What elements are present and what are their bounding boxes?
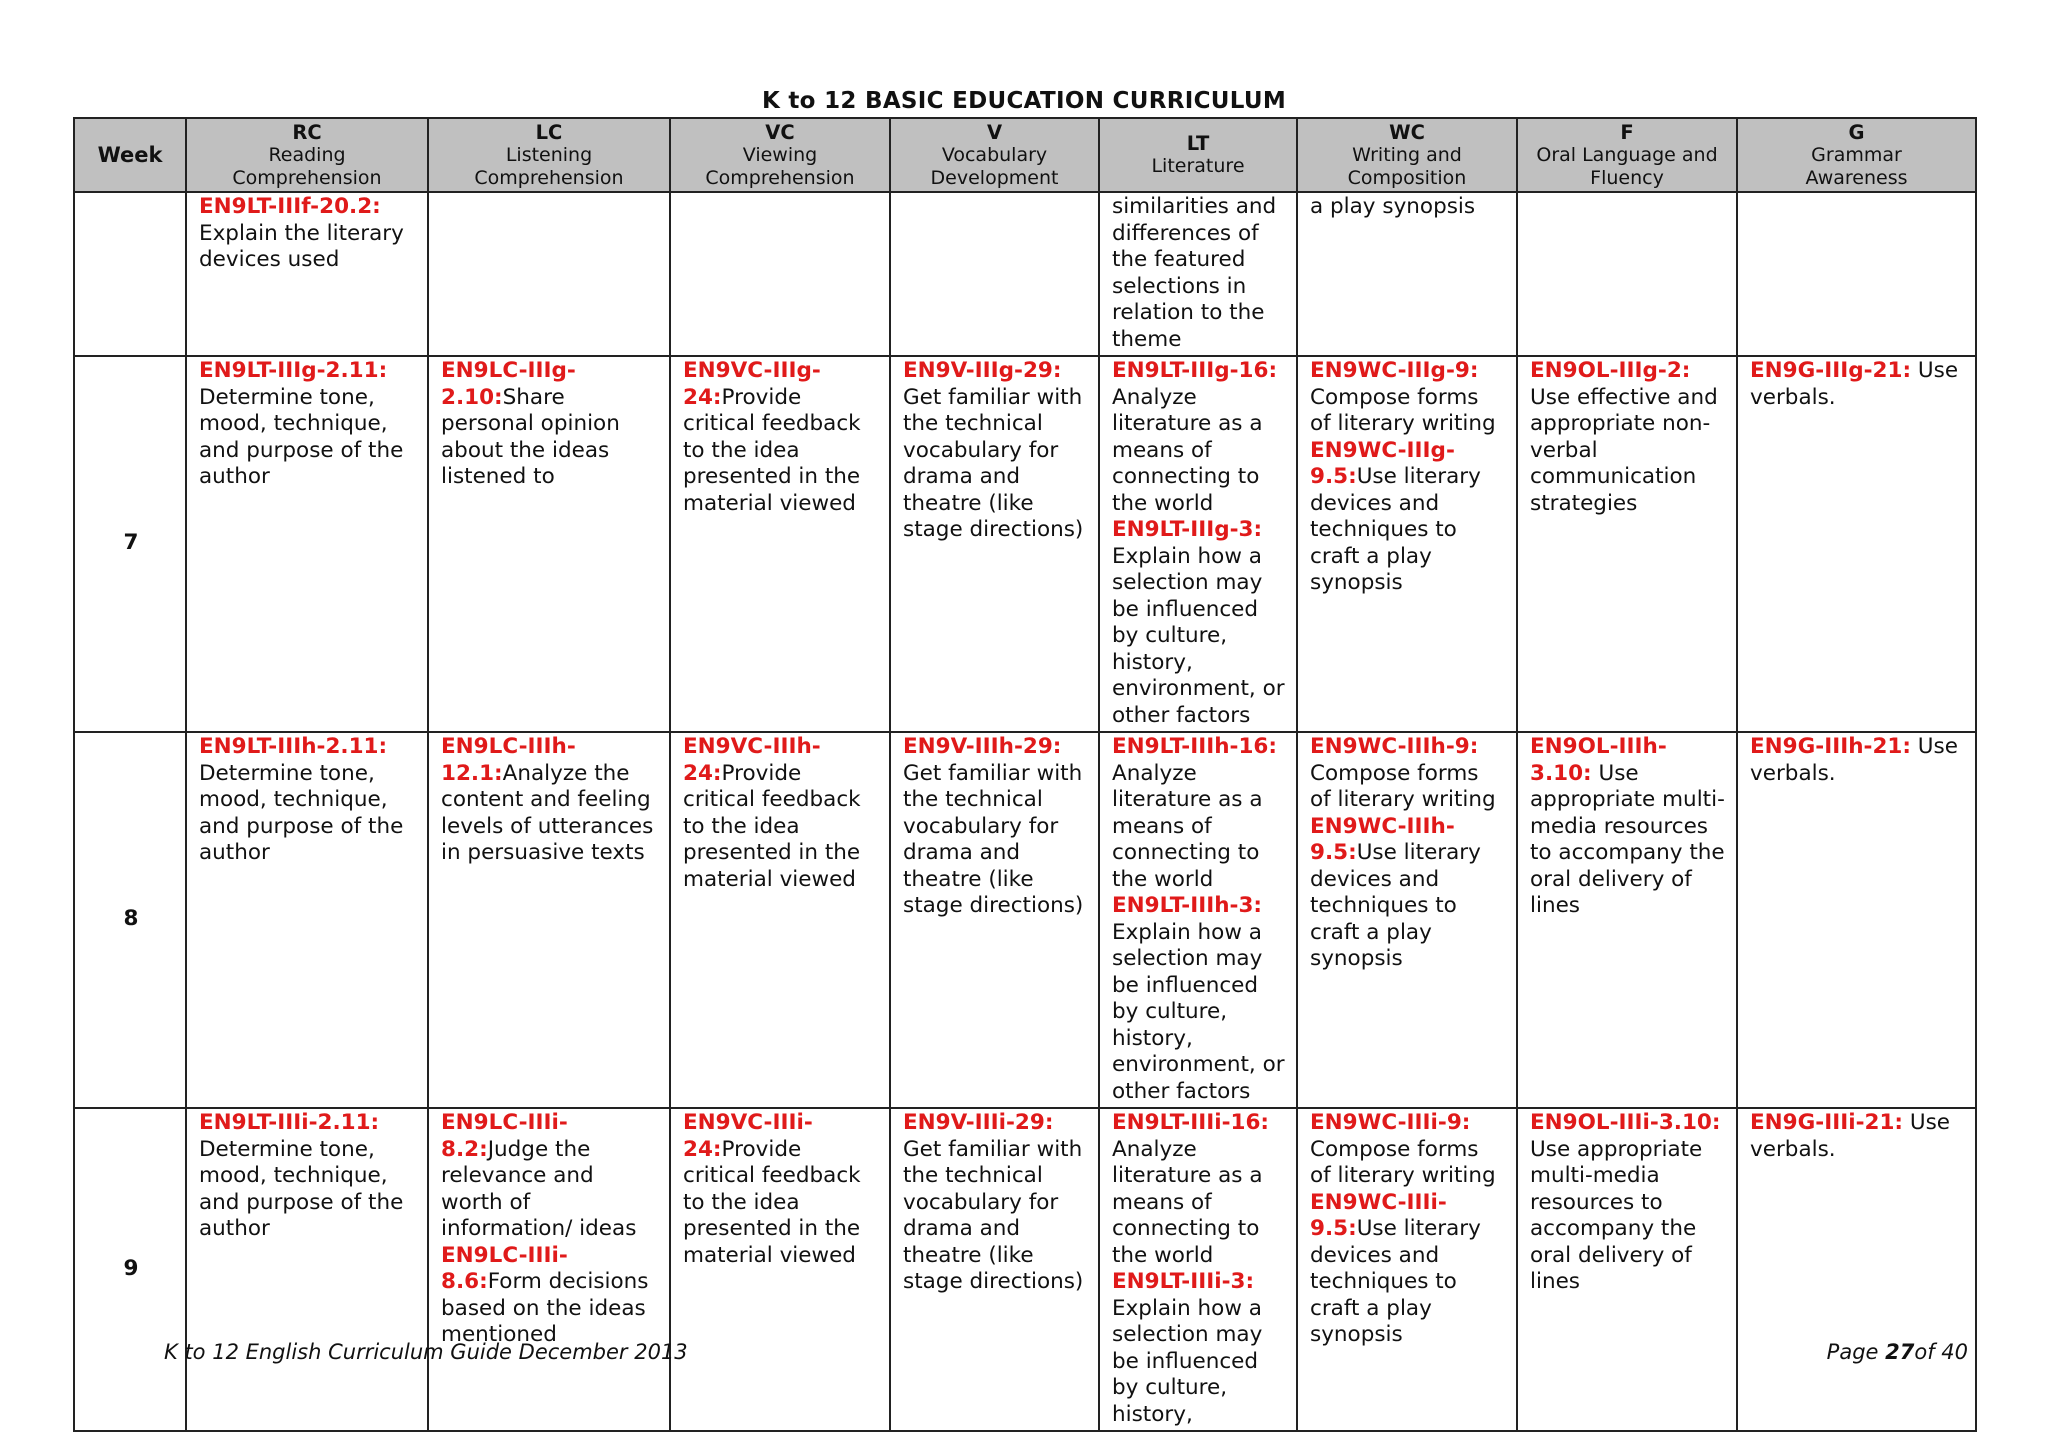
competency-entry [1310,734,1506,761]
competency-entry [1530,734,1726,920]
competency-entry [1112,1269,1286,1296]
competency-entry [1112,1110,1286,1137]
competency-text: Judge the relevance and worth of information/ ideas [441,1136,637,1241]
competency-cell [670,732,890,1108]
competency-text: similarities and differences of the featured selections in relation to the theme [1112,194,1277,352]
header-name: Fluency [1590,166,1664,189]
competency-text: Explain the literary devices used [199,220,404,272]
competency-entry [1530,1137,1726,1296]
competency-text: Explain how a selection may be influenced by culture, history, environment, or other factors [1112,543,1285,728]
competency-text: Share personal opinion about the ideas listened to [441,384,620,489]
footer-page-label: Page [1826,1340,1886,1364]
competency-entry [1112,385,1286,518]
competency-text: Use literary devices and techniques to craft a play synopsis [1310,464,1481,595]
header-vc [670,118,890,192]
competency-code: EN9LT-IIIg-2.11: [199,358,388,383]
competency-entry [1112,1137,1286,1270]
competency-code: EN9WC-IIIi-9.5: [1310,1189,1447,1241]
competency-text: Get familiar with the technical vocabulary for drama and theatre (like stage directions) [903,384,1084,542]
header-rc [186,118,428,192]
header-name: Oral Language and [1536,143,1718,166]
competency-text: Explain how a selection may be influenced by culture, history, [1112,1295,1263,1427]
competency-code: EN9V-IIIh-29: [903,734,1062,759]
competency-text: Determine tone, mood, technique, and purpose of the author [199,760,404,865]
competency-entry [199,385,417,491]
competency-entry [1112,893,1286,920]
competency-text: Provide critical feedback to the idea presented in the material viewed [683,1136,861,1268]
competency-code: EN9LT-IIIi-2.11: [199,1110,380,1135]
competency-cell [1737,356,1976,732]
competency-entry [903,385,1088,544]
competency-entry [683,358,879,517]
header-name: Vocabulary [941,143,1048,166]
competency-entry [441,734,659,867]
competency-entry [1112,517,1286,544]
competency-code: EN9G-IIIi-21: [1750,1110,1904,1135]
week-number [74,192,186,356]
competency-text: Analyze literature as a means of connecting to the world [1112,1136,1263,1268]
competency-entry [199,1110,417,1137]
competency-code: EN9WC-IIIh-9.5: [1310,813,1455,865]
competency-cell [186,1108,428,1431]
competency-text: a play synopsis [1310,194,1476,219]
competency-cell [1517,732,1737,1108]
competency-code: EN9LT-IIIg-16: [1112,358,1278,383]
competency-text: Determine tone, mood, technique, and purpose of the author [199,384,404,489]
header-name: Listening [505,143,593,166]
competency-cell [186,732,428,1108]
table-row [74,1108,1976,1431]
table-row [74,356,1976,732]
table-row [74,732,1976,1108]
header-abbr: LT [1186,132,1210,155]
competency-cell [1099,732,1297,1108]
competency-entry [683,1110,879,1269]
competency-text: Compose forms of literary writing [1310,1136,1496,1188]
competency-entry [1310,358,1506,385]
competency-entry [441,358,659,491]
competency-cell [1737,1108,1976,1431]
competency-code: EN9OL-IIIi-3.10: [1530,1110,1721,1135]
footer-page-total: of 40 [1914,1340,1968,1364]
competency-entry [1750,734,1965,787]
header-name: Comprehension [474,166,624,189]
footer-page-number [1827,1340,1968,1364]
competency-code: EN9LC-IIIh-12.1: [441,734,576,786]
competency-text: Use verbals. [1750,358,1959,410]
competency-cell [1737,192,1976,356]
competency-cell [890,192,1099,356]
competency-entry [1750,1110,1965,1163]
competency-entry [1310,761,1506,814]
competency-entry [199,761,417,867]
competency-entry [1112,194,1286,353]
competency-entry [1310,814,1506,973]
competency-entry [199,221,417,274]
competency-entry [1112,358,1286,385]
competency-cell [1099,1108,1297,1431]
competency-text: Use literary devices and techniques to craft a play synopsis [1310,1216,1481,1347]
competency-cell [1517,1108,1737,1431]
competency-entry [199,194,417,221]
competency-entry [1112,544,1286,730]
competency-entry [1310,438,1506,597]
header-abbr: WC [1389,120,1425,144]
competency-entry [1310,194,1506,221]
competency-entry [903,734,1088,761]
competency-cell [186,192,428,356]
competency-cell [670,356,890,732]
competency-text: Analyze literature as a means of connecting to the world [1112,760,1263,892]
competency-text: Get familiar with the technical vocabulary for drama and theatre (like stage directions) [903,1136,1084,1294]
competency-entry [903,761,1088,920]
competency-entry [441,1243,659,1349]
competency-cell [1737,732,1976,1108]
week-number: 9 [74,1108,186,1431]
competency-code: EN9V-IIIi-29: [903,1110,1054,1135]
competency-entry [441,1110,659,1243]
footer-guide-title: K to 12 English Curriculum Guide December 2013 [164,1340,688,1364]
competency-text: Form decisions based on the ideas mentioned [441,1269,649,1347]
header-lt [1099,118,1297,192]
competency-code: EN9WC-IIIi-9: [1310,1110,1471,1135]
competency-text: Get familiar with the technical vocabulary for drama and theatre (like stage directions) [903,760,1084,918]
competency-code: EN9LC-IIIi-8.6: [441,1242,568,1294]
competency-code: EN9OL-IIIg-2: [1530,358,1691,383]
header-abbr: G [1848,120,1865,144]
competency-cell [1517,356,1737,732]
competency-text: Compose forms of literary writing [1310,760,1496,812]
competency-code: EN9LC-IIIi-8.2: [441,1110,568,1162]
competency-cell [186,356,428,732]
week-number: 7 [74,356,186,732]
competency-cell [428,732,670,1108]
header-abbr: RC [292,120,322,144]
competency-code: EN9OL-IIIh-3.10: [1530,734,1667,786]
competency-code: EN9WC-IIIg-9.5: [1310,437,1455,489]
competency-cell [1297,356,1517,732]
table-header-row [74,118,1976,192]
competency-text: Use verbals. [1750,734,1958,786]
competency-cell [1297,192,1517,356]
header-v [890,118,1099,192]
competency-entry [199,1137,417,1243]
competency-cell [1517,192,1737,356]
competency-text: Determine tone, mood, technique, and purpose of the author [199,1136,404,1241]
competency-code: EN9LT-IIIi-3: [1112,1269,1255,1294]
competency-text: Use literary devices and techniques to craft a play synopsis [1310,840,1481,971]
competency-text: Compose forms of literary writing [1310,384,1496,436]
competency-code: EN9G-IIIh-21: [1750,734,1911,759]
header-wc [1297,118,1517,192]
header-f [1517,118,1737,192]
competency-entry [1310,1137,1506,1190]
competency-cell [1297,732,1517,1108]
competency-code: EN9LT-IIIh-16: [1112,734,1277,759]
competency-code: EN9VC-IIIi-24: [683,1110,813,1162]
competency-entry [1530,358,1726,385]
page-title: K to 12 BASIC EDUCATION CURRICULUM [761,88,1287,114]
competency-cell [1297,1108,1517,1431]
competency-cell [890,356,1099,732]
competency-cell [428,192,670,356]
table-row [74,192,1976,356]
header-name: Reading [268,143,346,166]
competency-entry [903,1110,1088,1137]
competency-cell [428,356,670,732]
competency-cell [670,1108,890,1431]
competency-entry [1750,358,1965,411]
competency-code: EN9LT-IIIi-16: [1112,1110,1270,1135]
header-g [1737,118,1976,192]
competency-entry [1310,385,1506,438]
competency-entry [199,358,417,385]
header-name: Comprehension [232,166,382,189]
competency-cell [1099,192,1297,356]
header-lc [428,118,670,192]
competency-text: Analyze the content and feeling levels of utterances in persuasive texts [441,760,654,865]
header-name: Composition [1347,166,1467,189]
competency-code: EN9LT-IIIh-2.11: [199,734,388,759]
header-name: Viewing [742,143,818,166]
competency-entry [683,734,879,893]
competency-entry [1112,920,1286,1106]
week-number: 8 [74,732,186,1108]
header-name: Comprehension [705,166,855,189]
competency-code: EN9LT-IIIg-3: [1112,517,1263,542]
header-name: Grammar [1811,143,1902,166]
curriculum-table [73,117,1977,1432]
competency-cell [428,1108,670,1431]
competency-entry [1112,761,1286,894]
competency-entry [1530,385,1726,518]
header-abbr: VC [765,120,795,144]
competency-code: EN9VC-IIIh-24: [683,734,821,786]
competency-code: EN9LT-IIIf-20.2: [199,194,381,219]
header-name: Awareness [1805,166,1908,189]
header-name: Writing and [1352,143,1462,166]
competency-entry [1112,1296,1286,1429]
competency-code: EN9LT-IIIh-3: [1112,893,1262,918]
competency-code: EN9VC-IIIg-24: [683,358,821,410]
header-abbr: F [1620,120,1634,144]
competency-entry [1310,1190,1506,1349]
competency-text: Explain how a selection may be influenced by culture, history, environment, or other factors [1112,919,1285,1104]
competency-text: Analyze literature as a means of connecting to the world [1112,384,1263,516]
competency-cell [890,732,1099,1108]
competency-text: Provide critical feedback to the idea presented in the material viewed [683,760,861,892]
header-abbr: LC [535,120,563,144]
competency-text: Provide critical feedback to the idea presented in the material viewed [683,384,861,516]
header-abbr: V [986,120,1003,144]
competency-entry [903,358,1088,385]
competency-entry [1530,1110,1726,1137]
competency-cell [1099,356,1297,732]
competency-text: Use verbals. [1750,1110,1951,1162]
competency-code: EN9WC-IIIg-9: [1310,358,1479,383]
competency-code: EN9V-IIIg-29: [903,358,1062,383]
competency-cell [890,1108,1099,1431]
competency-entry [1112,734,1286,761]
competency-text: Use appropriate multi-media resources to accompany the oral delivery of lines [1530,1136,1703,1294]
header-name: Development [930,166,1059,189]
competency-entry [199,734,417,761]
competency-cell [670,192,890,356]
footer-page-current: 27 [1885,1340,1915,1364]
competency-text: Use appropriate multi-media resources to accompany the oral delivery of lines [1530,760,1725,918]
competency-code: EN9WC-IIIh-9: [1310,734,1479,759]
competency-entry [1310,1110,1506,1137]
header-name: Literature [1151,155,1245,177]
competency-entry [903,1137,1088,1296]
competency-code: EN9G-IIIg-21: [1750,358,1912,383]
competency-text: Use effective and appropriate non-verbal communication strategies [1530,384,1718,516]
header-week: Week [74,118,186,192]
competency-code: EN9LC-IIIg-2.10: [441,358,576,410]
